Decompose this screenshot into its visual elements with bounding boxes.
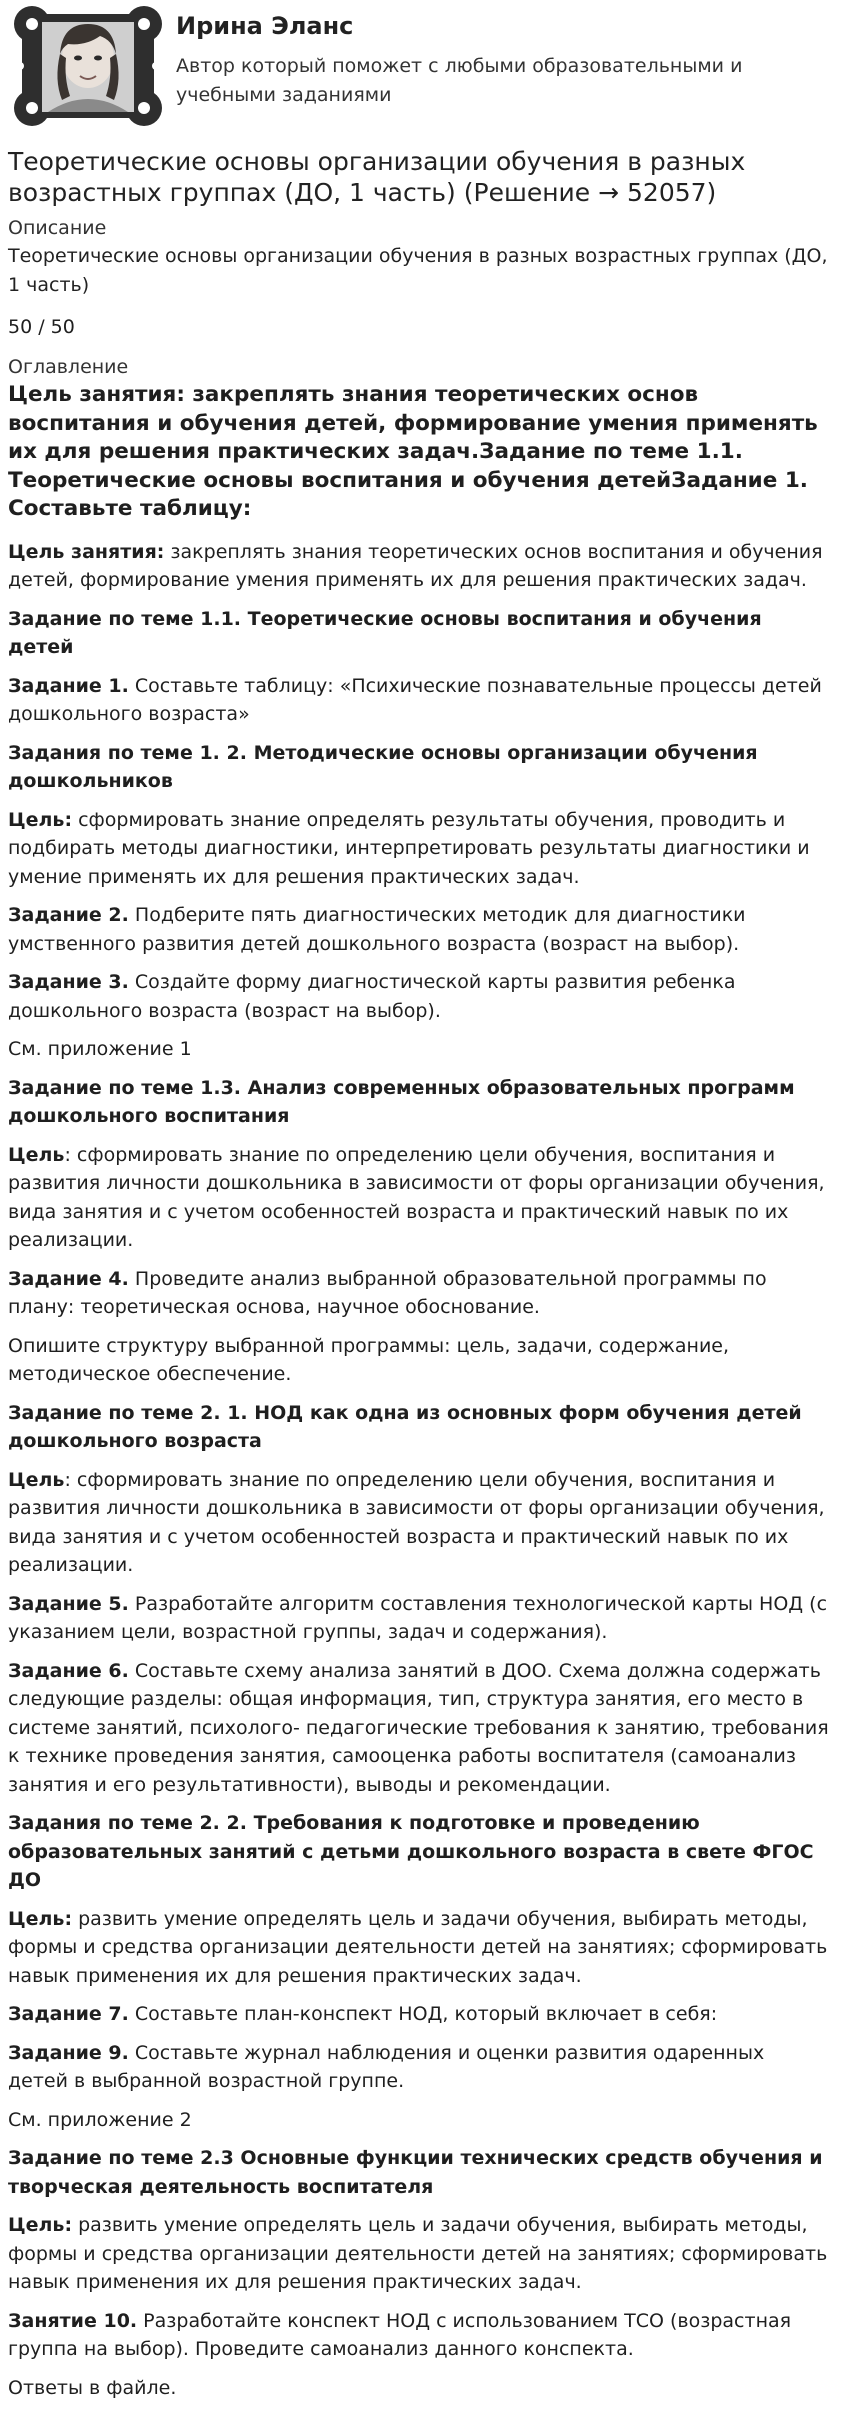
section-heading-1-2: Задания по теме 1. 2. Методические основы организации обучения дошкольников [8, 741, 758, 792]
author-description: Автор который поможет с любыми образовательными и учебными заданиями [176, 55, 743, 106]
section-heading-1-1: Задание по теме 1.1. Теоретические основы воспитания и обучения детей [8, 607, 762, 658]
task-2-label: Задание 2. [8, 904, 129, 926]
task-1-label: Задание 1. [8, 674, 129, 697]
author-card [8, 0, 829, 140]
goal-1-3-text: : сформировать знание по определению цели обучения, воспитания и развития личности дошкольника в зависимости от форы организации обучения, вида занятия и с учетом особенностей возраста и практический навык по их реализации. [8, 1143, 825, 1251]
score-value: 50 / 50 [8, 316, 75, 338]
task-5-label: Задание 5. [8, 1592, 129, 1615]
goal-2-2-label: Цель: [8, 1907, 73, 1930]
task-9-text: Составьте журнал наблюдения и оценки развития одаренных детей в выбранной возрастной группе. [8, 2041, 765, 2092]
task-7 [8, 2000, 829, 2029]
appendix-2-note: См. приложение 2 [8, 2108, 192, 2131]
toc-label: Оглавление [8, 356, 129, 378]
goal-2-1-label: Цель [8, 1468, 65, 1491]
task-1 [8, 672, 829, 729]
task-10 [8, 2307, 829, 2364]
task-4-label: Задание 4. [8, 1267, 129, 1290]
task-2 [8, 901, 829, 958]
description-label: Описание [8, 217, 107, 239]
description-text: Теоретические основы организации обучения в разных возрастных группах (ДО, 1 часть) [8, 245, 828, 296]
goal-paragraph [8, 538, 829, 595]
page-title: Теоретические основы организации обучения в разных возрастных группах (ДО, 1 часть) (Решение → 52057) [8, 147, 746, 207]
goal-2-3-label: Цель: [8, 2214, 73, 2236]
task-1-text: Составьте таблицу: «Психические познавательные процессы детей дошкольного возраста» [8, 674, 822, 725]
goal-1-2-label: Цель: [8, 808, 73, 831]
goal-2-3-text: развить умение определять цель и задачи обучения, выбирать методы, формы и средства организации деятельности детей на занятиях; сформировать навык применения их для решения практических задач. [8, 2214, 828, 2293]
author-info [176, 0, 829, 110]
task-7-label: Задание 7. [8, 2003, 129, 2025]
program-structure-note: Опишите структуру выбранной программы: цель, задачи, содержание, методическое обеспечение. [8, 1334, 730, 1385]
goal-1-3-label: Цель [8, 1143, 65, 1166]
task-10-text: Разработайте конспект НОД с использованием ТСО (возрастная группа на выбор). Проведите самоанализ данного конспекта. [8, 2309, 792, 2360]
task-5-text: Разработайте алгоритм составления технологической карты НОД (с указанием цели, возрастной группы, задач и содержания). [8, 1592, 828, 1643]
goal-1-2 [8, 806, 829, 892]
task-9-label: Задание 9. [8, 2041, 129, 2064]
goal-2-1 [8, 1466, 829, 1580]
task-3 [8, 968, 829, 1025]
author-name[interactable]: Ирина Эланс [176, 12, 354, 40]
task-6-label: Задание 6. [8, 1659, 129, 1682]
task-5 [8, 1590, 829, 1647]
task-10-label: Занятие 10. [8, 2309, 138, 2332]
task-2-text: Подберите пять диагностических методик для диагностики умственного развития детей дошкольного возраста (возраст на выбор). [8, 904, 746, 955]
task-9 [8, 2039, 829, 2096]
task-4-text: Проведите анализ выбранной образовательной программы по плану: теоретическая основа, научное обоснование. [8, 1267, 767, 1318]
task-3-label: Задание 3. [8, 971, 129, 993]
task-7-text: Составьте план-конспект НОД, который включает в себя: [128, 2003, 718, 2025]
goal-label: Цель занятия: [8, 540, 165, 563]
goal-1-2-text: сформировать знание определять результаты обучения, проводить и подбирать методы диагностики, интерпретировать результаты диагностики и умение применять их для решения практических задач. [8, 808, 810, 888]
section-heading-1-3: Задание по теме 1.3. Анализ современных образовательных программ дошкольного воспитания [8, 1076, 795, 1127]
toc-heading: Цель занятия: закреплять знания теоретических основ воспитания и обучения детей, формирование умения применять их для решения практических задач.Задание по теме 1.1. Теоретические основы воспитания и обучения детейЗадание 1. Составьте таблицу: [8, 382, 818, 521]
section-heading-2-2: Задания по теме 2. 2. Требования к подготовке и проведению образовательных занятий с детьми дошкольного возраста в свете ФГОС ДО [8, 1812, 814, 1891]
avatar-film-frame-icon [8, 0, 168, 132]
answers-note: Ответы в файле. [8, 2376, 177, 2399]
section-heading-2-1: Задание по теме 2. 1. НОД как одна из основных форм обучения детей дошкольного возраста [8, 1401, 802, 1452]
goal-text: закреплять знания теоретических основ воспитания и обучения детей, формирование умения применять их для решения практических задач. [8, 540, 823, 591]
avatar[interactable] [8, 0, 176, 132]
task-4 [8, 1265, 829, 1322]
section-heading-2-3: Задание по теме 2.3 Основные функции технических средств обучения и творческая деятельность воспитателя [8, 2147, 823, 2198]
task-6-text: Составьте схему анализа занятий в ДОО. Схема должна содержать следующие разделы: общая информация, тип, структура занятия, его место в системе занятий, психолого- педагогические требования к занятию, требования к технике проведения занятия, самооценка работы воспитателя (самоанализ занятия и его результативности), выводы и рекомендации. [8, 1659, 829, 1796]
goal-1-3 [8, 1141, 829, 1255]
goal-2-2-text: развить умение определять цель и задачи обучения, выбирать методы, формы и средства организации деятельности детей на занятиях; сформировать навык применения их для решения практических задач. [8, 1907, 828, 1987]
task-3-text: Создайте форму диагностической карты развития ребенка дошкольного возраста (возраст на выбор). [8, 971, 736, 1022]
task-6 [8, 1657, 829, 1800]
goal-2-2 [8, 1905, 829, 1991]
goal-2-1-text: : сформировать знание по определению цели обучения, воспитания и развития личности дошкольника в зависимости от форы организации обучения, вида занятия и с учетом особенностей возраста и практический навык по их реализации. [8, 1468, 825, 1576]
appendix-1-note: См. приложение 1 [8, 1038, 192, 1060]
goal-2-3 [8, 2211, 829, 2297]
